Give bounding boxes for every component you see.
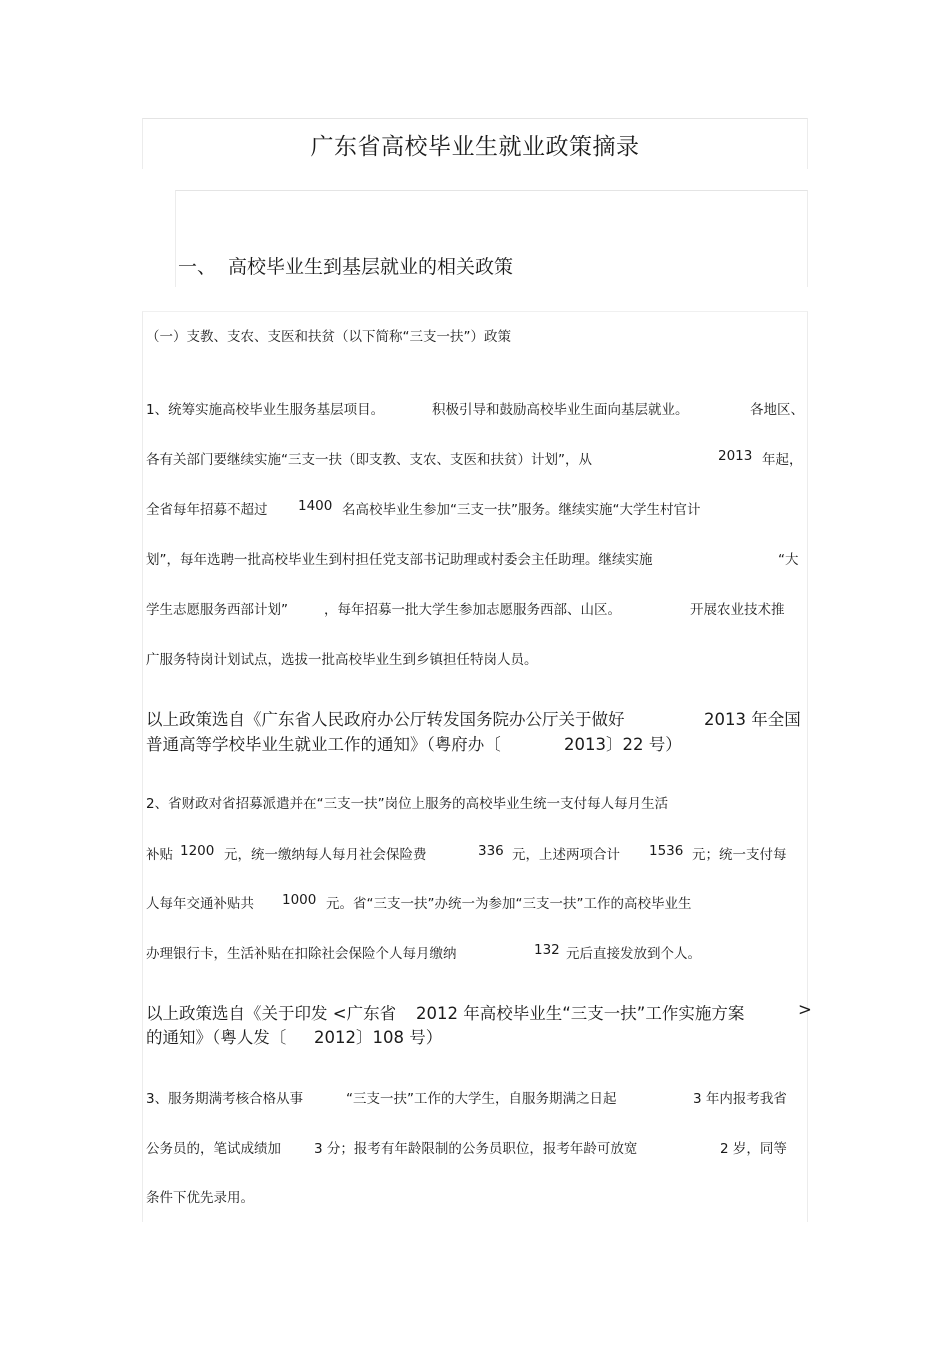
source-note-1-line-2 (146, 731, 804, 755)
p1-text: 划”，每年选聘一批高校毕业生到村担任党支部书记助理或村委会主任助理。继续实施 (146, 552, 653, 568)
p3-text: “三支一扶”工作的大学生，自服务期满之日起 (346, 1091, 617, 1107)
p1-text: 1400 (298, 498, 333, 514)
p2-text: 1200 (180, 843, 215, 859)
paragraph-1-line-5 (146, 598, 804, 618)
paragraph-2-line-2 (146, 843, 804, 863)
document-title: 广东省高校毕业生就业政策摘录 (310, 134, 640, 160)
source-text: > (798, 1000, 812, 1019)
paragraph-3-line-3 (146, 1186, 804, 1206)
paragraph-3-line-1 (146, 1087, 804, 1107)
p2-text: 元后直接发放到个人。 (566, 946, 701, 962)
source-note-2-line-1 (146, 1000, 812, 1024)
p1-text: 学生志愿服务西部计划” (146, 602, 288, 618)
p1-text: 各地区、 (750, 402, 804, 418)
p2-text: 人每年交通补贴共 (146, 896, 254, 912)
p1-text: 积极引导和鼓励高校毕业生面向基层就业。 (432, 402, 689, 418)
source-text: 2012 年高校毕业生“三支一扶”工作实施方案 (416, 1004, 745, 1023)
paragraph-2-line-3 (146, 892, 804, 912)
p1-text: 名高校毕业生参加“三支一扶”服务。继续实施“大学生村官计 (342, 502, 701, 518)
p1-text: ，每年招募一批大学生参加志愿服务西部、山区。 (324, 602, 621, 618)
p1-text: 各有关部门要继续实施“三支一扶（即支教、支农、支医和扶贫）计划”，从 (146, 452, 592, 468)
source-note-1-line-1 (146, 706, 804, 730)
p3-text: 3、服务期满考核合格从事 (146, 1091, 304, 1107)
subsection-heading: （一）支教、支农、支医和扶贫（以下简称“三支一扶”）政策 (146, 329, 511, 345)
section-number: 一、 (178, 256, 217, 278)
source-text: 2013 年全国 (704, 710, 801, 729)
p2-text: 元，上述两项合计 (512, 847, 620, 863)
section-heading (178, 252, 513, 279)
p2-text: 补贴 (146, 847, 173, 863)
paragraph-1-line-4 (146, 548, 804, 568)
p2-text: 1536 (649, 843, 684, 859)
p2-text: 元，统一缴纳每人每月社会保险费 (224, 847, 427, 863)
p2-text: 132 (534, 942, 560, 958)
paragraph-3-line-2 (146, 1137, 804, 1157)
paragraph-1-line-3 (146, 498, 804, 518)
p2-text: 元；统一支付每 (692, 847, 787, 863)
source-text: 以上政策选自《关于印发 <广东省 (146, 1004, 397, 1023)
p2-text: 336 (478, 843, 504, 859)
p1-text: 2013 (718, 448, 753, 464)
p3-text: 3 分；报考有年龄限制的公务员职位，报考年龄可放宽 (314, 1141, 638, 1157)
source-text: 2012〕108 号） (314, 1028, 443, 1047)
paragraph-1-line-6 (146, 648, 804, 668)
source-text: 的通知》（粤人发〔 (146, 1028, 287, 1047)
source-text: 2013〕22 号） (564, 735, 682, 754)
paragraph-1-line-1 (146, 398, 804, 418)
p1-text: 开展农业技术推 (690, 602, 785, 618)
source-text: 以上政策选自《广东省人民政府办公厅转发国务院办公厅关于做好 (146, 710, 625, 729)
p1-text: “大 (778, 552, 799, 568)
paragraph-1-line-2 (146, 448, 804, 468)
p3-text: 条件下优先录用。 (146, 1190, 254, 1206)
p3-text: 2 岁，同等 (720, 1141, 787, 1157)
p3-text: 公务员的，笔试成绩加 (146, 1141, 281, 1157)
p2-text: 元。省“三支一扶”办统一为参加“三支一扶”工作的高校毕业生 (326, 896, 692, 912)
p1-text: 广服务特岗计划试点，选拔一批高校毕业生到乡镇担任特岗人员。 (146, 652, 538, 668)
p1-text: 全省每年招募不超过 (146, 502, 268, 518)
source-text: 普通高等学校毕业生就业工作的通知》（粤府办〔 (146, 735, 501, 754)
source-note-2-line-2 (146, 1024, 804, 1048)
p1-text: 年起， (762, 452, 803, 468)
p3-text: 3 年内报考我省 (693, 1091, 787, 1107)
paragraph-2-line-1 (146, 792, 804, 812)
p2-text: 2、省财政对省招募派遣并在“三支一扶”岗位上服务的高校毕业生统一支付每人每月生活 (146, 796, 669, 812)
p2-text: 1000 (282, 892, 317, 908)
section-heading-text: 高校毕业生到基层就业的相关政策 (228, 256, 514, 278)
paragraph-2-line-4 (146, 942, 804, 962)
p1-text: 1、统筹实施高校毕业生服务基层项目。 (146, 402, 385, 418)
p2-text: 办理银行卡，生活补贴在扣除社会保险个人每月缴纳 (146, 946, 457, 962)
